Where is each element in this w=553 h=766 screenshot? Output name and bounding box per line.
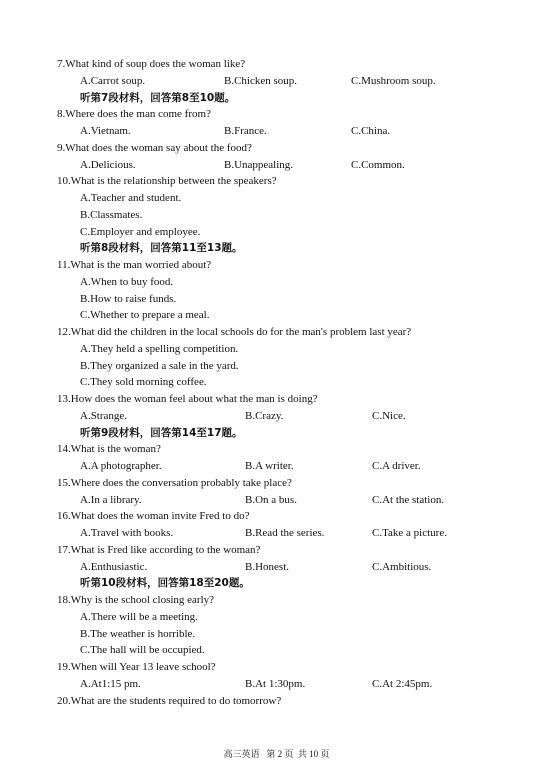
options-line [0,190,553,206]
options-line [0,341,553,357]
section-instruction-line [0,425,553,441]
answer-option: B.Crazy. [245,409,284,422]
question-text: 17.What is Fred like according to the woman? [57,543,261,556]
answer-option: B.Read the series. [245,527,325,539]
answer-option: A.Delicious. [80,158,136,171]
answer-option: A.Enthusiastic. [80,560,148,573]
page-footer: 高三英语 第 2 页 共 10 页 [223,749,330,759]
answer-option: B.Classmates. [80,208,143,221]
options-line [0,525,553,541]
question-text: 20.What are the students required to do tomorrow? [57,694,282,707]
answer-option: B.A writer. [245,460,294,472]
section-instruction: 听第9段材料，回答第14至17题。 [80,426,243,439]
answer-option: B.Honest. [245,560,289,573]
options-line [0,626,553,642]
section-instruction: 听第7段材料，回答第8至10题。 [80,91,236,104]
answer-option: C.Take a picture. [372,527,447,539]
options-line [0,458,553,474]
section-instruction-line [0,240,553,256]
answer-option: B.Unappealing. [224,158,294,171]
answer-option: A.A photographer. [80,460,162,472]
answer-option: C.Employer and employee. [80,225,201,238]
question-text: 11.What is the man worried about? [57,259,212,271]
question-line [0,106,553,122]
answer-option: C.Mushroom soup. [351,74,436,87]
question-line [0,659,553,675]
section-instruction-line [0,575,553,591]
question-text: 15.Where does the conversation probably take place? [57,476,292,489]
answer-option: B.At 1:30pm. [245,677,306,690]
answer-option: A.Strange. [80,409,128,422]
question-line [0,257,553,273]
question-text: 8.Where does the man come from? [57,108,211,121]
section-instruction-line [0,90,553,106]
answer-option: B.How to raise funds. [80,292,177,305]
answer-option: A.They held a spelling competition. [80,342,239,355]
question-line [0,475,553,491]
question-line [0,324,553,340]
section-instruction: 听第10段材料，回答第18至20题。 [80,577,250,590]
answer-option: A.There will be a meeting. [80,610,198,623]
question-text: 13.How does the woman feel about what the man is doing? [57,393,318,405]
question-text: 9.What does the woman say about the food? [57,141,252,154]
answer-option: A.Carrot soup. [80,74,146,87]
question-text: 14.What is the woman? [57,443,161,456]
options-line [0,73,553,89]
answer-option: B.On a bus. [245,493,297,506]
answer-option: A.Vietnam. [80,125,131,137]
question-line [0,441,553,457]
answer-option: A.When to buy food. [80,275,174,288]
options-line [0,224,553,240]
answer-option: C.Whether to prepare a meal. [80,309,210,322]
question-line [0,173,553,189]
answer-option: C.The hall will be occupied. [80,644,205,657]
options-line [0,358,553,374]
options-line [0,291,553,307]
question-text: 18.Why is the school closing early? [57,594,215,606]
question-line [0,592,553,608]
question-line [0,693,553,709]
question-text: 10.What is the relationship between the speakers? [57,175,277,188]
answer-option: C.They sold morning coffee. [80,376,207,389]
question-text: 7.What kind of soup does the woman like? [57,58,246,70]
question-text: 16.What does the woman invite Fred to do? [57,510,250,523]
options-line [0,609,553,625]
answer-option: A.Teacher and student. [80,192,182,204]
answer-option: C.Common. [351,158,405,171]
question-text: 19.When will Year 13 leave school? [57,661,216,673]
answer-option: C.A driver. [372,460,421,472]
options-line [0,559,553,575]
question-line [0,508,553,524]
options-line [0,157,553,173]
answer-option: C.At the station. [372,493,445,506]
options-line [0,307,553,323]
question-line [0,140,553,156]
question-line [0,56,553,72]
question-line [0,391,553,407]
answer-option: A.Travel with books. [80,527,174,539]
options-line [0,207,553,223]
options-line [0,274,553,290]
options-line [0,374,553,390]
answer-option: C.China. [351,125,391,137]
answer-option: A.At1:15 pm. [80,677,141,690]
question-line [0,542,553,558]
answer-option: B.They organized a sale in the yard. [80,359,239,372]
answer-option: C.Nice. [372,409,406,422]
question-text: 12.What did the children in the local schools do for the man's problem last year? [57,326,412,338]
options-line [0,676,553,692]
answer-option: C.Ambitious. [372,560,432,573]
answer-option: C.At 2:45pm. [372,677,433,690]
options-line [0,123,553,139]
section-instruction: 听第8段材料，回答第11至13题。 [80,242,243,255]
options-line [0,408,553,424]
answer-option: B.The weather is horrible. [80,627,196,640]
options-line [0,492,553,508]
answer-option: A.In a library. [80,493,142,506]
options-line [0,642,553,658]
answer-option: B.Chicken soup. [224,74,298,87]
answer-option: B.France. [224,125,267,137]
